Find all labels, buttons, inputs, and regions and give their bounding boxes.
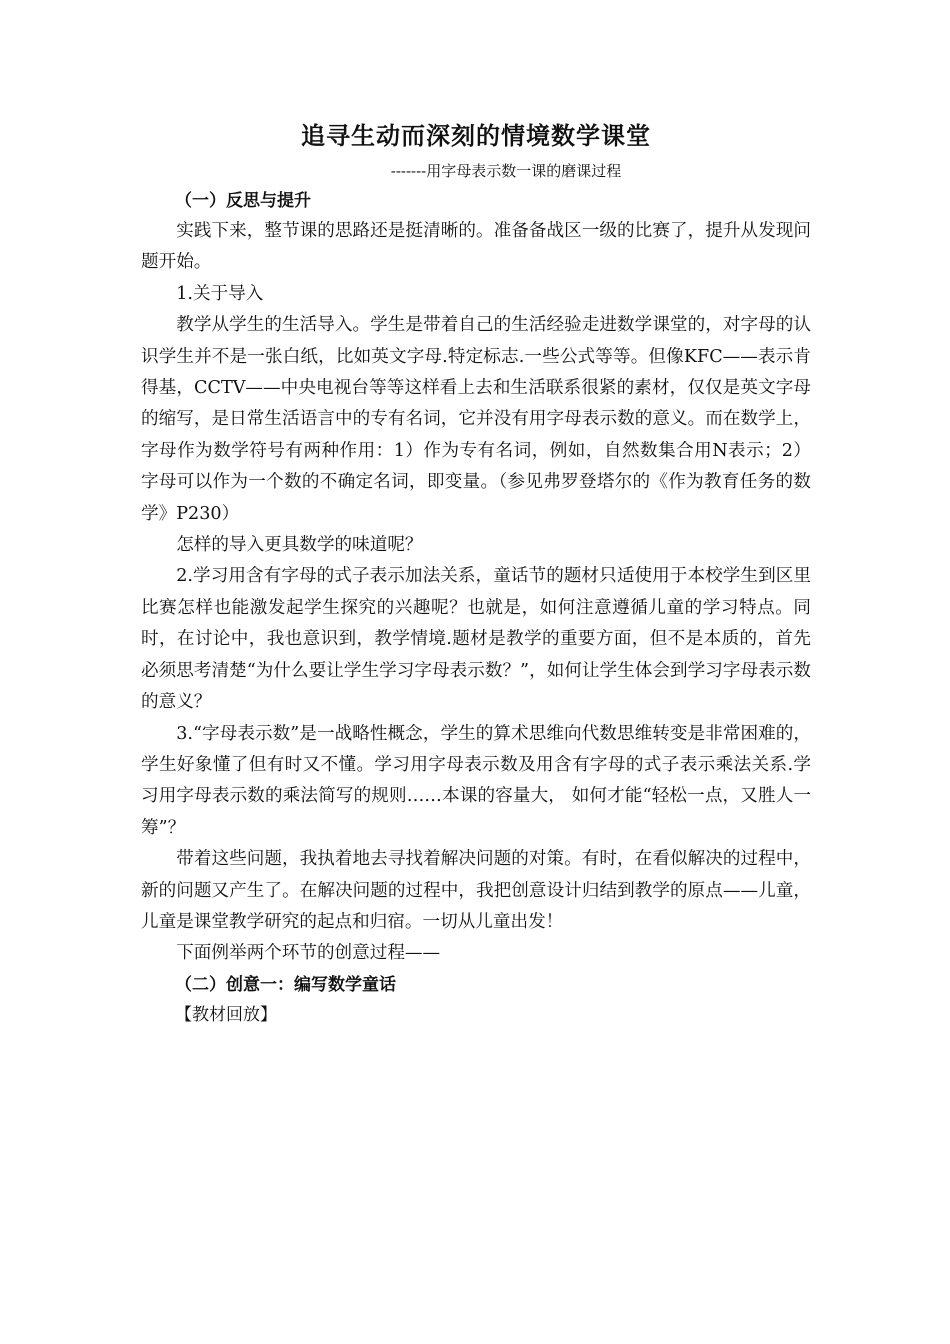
document-page xyxy=(141,112,811,1031)
paragraph-introduction-body: 教学从学生的生活导入。学生是带着自己的生活经验走进数学课堂的，对字母的认识学生并不是一张白纸，比如英文字母.特定标志.一些公式等等。但像KFC——表示肯得基，CCTV——中央电视台等等这样看上去和生活联系很紧的素材，仅仅是英文字母的缩写，是日常生活语言中的专有名词，它并没有用字母表示数的意义。而在数学上，字母作为数学符号有两种作用：1）作为专有名词，例如，自然数集合用N表示；2）字母可以作为一个数的不确定名词，即变量。（参见弗罗登塔尔的《作为教育任务的数学》P230） xyxy=(141,315,811,524)
subheading-introduction: 1.关于导入 xyxy=(176,283,264,304)
paragraph-intro: 实践下来，整节课的思路还是挺清晰的。准备备战区一级的比赛了，提升从发现问题开始。 xyxy=(141,221,811,273)
paragraph-point-2: 2.学习用含有字母的式子表示加法关系，童话节的题材只适使用于本校学生到区里比赛怎样也能激发起学生探究的兴趣呢？也就是，如何注意遵循儿童的学习特点。同时，在讨论中，我也意识到，教学情境.题材是教学的重要方面，但不是本质的，首先必须思考清楚“为什么要让学生学习字母表示数？”，如何让学生体会到学习字母表示数的意义？ xyxy=(141,566,811,713)
paragraph-strategy: 带着这些问题，我执着地去寻找着解决问题的对策。有时，在看似解决的过程中，新的问题又产生了。在解决问题的过程中，我把创意设计归结到教学的原点——儿童，儿童是课堂教学研究的起点和归宿。一切从儿童出发！ xyxy=(141,849,811,932)
paragraph-point-3: 3.“字母表示数”是一战略性概念，学生的算术思维向代数思维转变是非常困难的，学生好象懂了但有时又不懂。学习用字母表示数及用含有字母的式子表示乘法关系.学习用字母表示数的乘法简写的规则……本课的容量大， 如何才能“轻松一点，又胜人一筹”？ xyxy=(141,723,811,838)
textbook-review-label: 【教材回放】 xyxy=(175,1004,277,1025)
paragraph-question: 怎样的导入更具数学的味道呢？ xyxy=(176,535,423,556)
section-heading-creative-one: （二）创意一：编写数学童话 xyxy=(175,974,396,995)
paragraph-examples: 下面例举两个环节的创意过程—— xyxy=(176,943,441,964)
section-heading-reflection: （一）反思与提升 xyxy=(175,191,311,211)
page-title: 追寻生动而深刻的情境数学课堂 xyxy=(301,122,651,150)
subtitle: -------用字母表示数一课的磨课过程 xyxy=(390,162,622,180)
